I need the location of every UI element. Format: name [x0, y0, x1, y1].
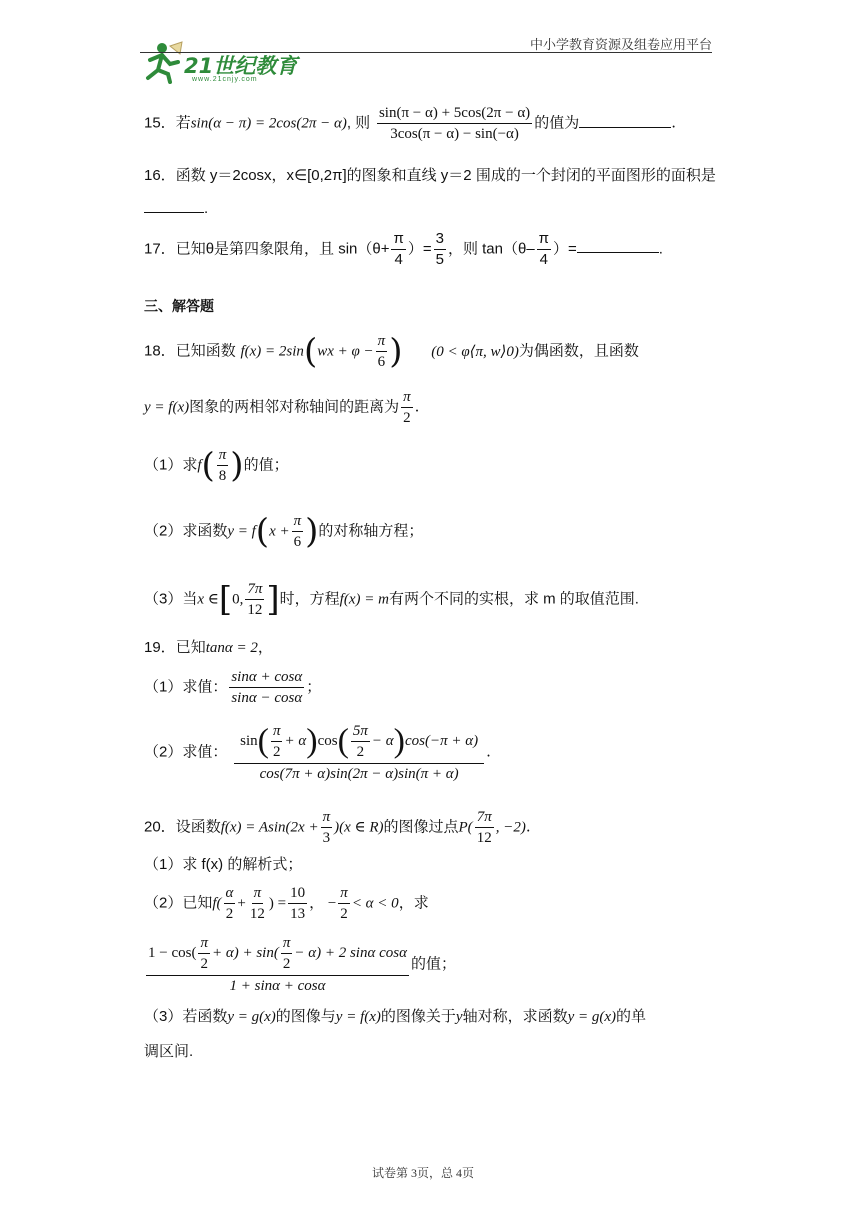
logo-runner-icon: [140, 40, 184, 84]
answer-blank[interactable]: [577, 238, 659, 253]
question-20: 20．设函数f(x) = Asin(2x + $\frac{\pi}{3}$ )(x ∈ R)的图像过点P( $\frac{7\pi}{12}$ , −2).: [144, 809, 531, 846]
header-platform: 中小学教育资源及组卷应用平台: [530, 37, 713, 52]
question-19-part1: （1）求值： $\frac{\sin\alpha + \cos\alpha}{\sin\alpha - \cos\alpha}$ ；: [144, 669, 322, 706]
answer-blank[interactable]: [144, 198, 204, 213]
question-19: 19．已知tanα = 2，: [144, 639, 273, 656]
logo-text: 21世纪教育: [184, 54, 298, 78]
question-18-line2: y = f(x)图象的两相邻对称轴间的距离为 $\frac{\pi}{2}$ .: [144, 389, 420, 426]
question-15: 15．若sin(α − π) = 2cos(2π − α), 则 $\frac{\sin(\pi - \alpha) + 5\cos(2\pi - \alpha)}{3\cos(\pi - \alpha) - \sin(-\alpha)}$ 的值为 .: [144, 105, 676, 142]
question-16: 16．函数 y＝2cosx，x∈[0,2π]的图象和直线 y＝2 围成的一个封闭的平面图形的面积是: [144, 167, 716, 184]
question-20-part2: （2）已知f( $\frac{\alpha}{2}$ + $\frac{\pi}{12}$ ) = $\frac{10}{13}$ ， − $\frac{\pi}{2}$ < α < 0，求: [144, 885, 429, 922]
answer-blank[interactable]: [579, 113, 671, 128]
q15-fraction: $\frac{\sin(\pi - \alpha) + 5\cos(2\pi - \alpha)}{3\cos(\pi - \alpha) - \sin(-\alpha)}$: [378, 105, 531, 142]
question-18-part1: （1）求f( $\frac{\pi}{8}$ )的值；: [144, 445, 289, 486]
question-20-part3-line2: 调区间.: [144, 1043, 194, 1060]
question-20-part2-expression: 1 − cos( $\frac{\pi}{2}$ + α) + sin( $\frac{\pi}{2}$ − α) + 2 sinα cosα 1 + sinα + cosα 的值；: [148, 935, 456, 994]
question-17: 17．已知θ是第四象限角，且 sin（θ+ $\frac{\pi}{4}$ ）= $\frac{3}{5}$ ，则 tan（θ– $\frac{\pi}{4}$ ）= .: [144, 230, 663, 268]
logo-url: www.21cnjy.com: [192, 76, 258, 83]
header-rule: [140, 52, 712, 53]
question-20-part1: （1）求 f(x) 的解析式；: [144, 856, 303, 873]
header-logo: [140, 40, 310, 86]
question-18-part2: （2）求函数y = f(x + $\frac{\pi}{6}$ )的对称轴方程；: [144, 511, 424, 552]
question-18-part3: （3）当x ∈[0, $\frac{7\pi}{12}$ ]时，方程f(x) = m有两个不同的实根，求 m 的取值范围.: [144, 579, 639, 620]
question-20-part3: （3）若函数y = g(x)的图像与y = f(x)的图像关于y轴对称，求函数y = g(x)的单: [144, 1008, 647, 1025]
q20-big-fraction: 1 − cos( $\frac{\pi}{2}$ + α) + sin( $\frac{\pi}{2}$ − α) + 2 sinα cosα 1 + sinα + cosα: [148, 935, 407, 994]
q19-big-fraction: sin( $\frac{\pi}{2}$ + α)cos( $\frac{5\pi}{2}$ − α)cos(−π + α) cos(7π + α)sin(2π − α)sin(π + α): [234, 722, 484, 783]
page-footer: 试卷第 3页，总 4页: [372, 1166, 475, 1180]
question-19-part2: （2）求值： sin( $\frac{\pi}{2}$ + α)cos( $\frac{5\pi}{2}$ − α)cos(−π + α) cos(7π + α)sin(2π − α)sin(π + α) .: [144, 722, 491, 782]
section-title: 三、解答题: [144, 298, 214, 314]
question-16-blank-line: .: [144, 198, 208, 219]
question-18: 18．已知函数 f(x) = 2sin(wx + φ − $\frac{\pi}{6}$ ) (0 < φ⟨π, w⟩0)为偶函数，且函数: [144, 331, 639, 372]
